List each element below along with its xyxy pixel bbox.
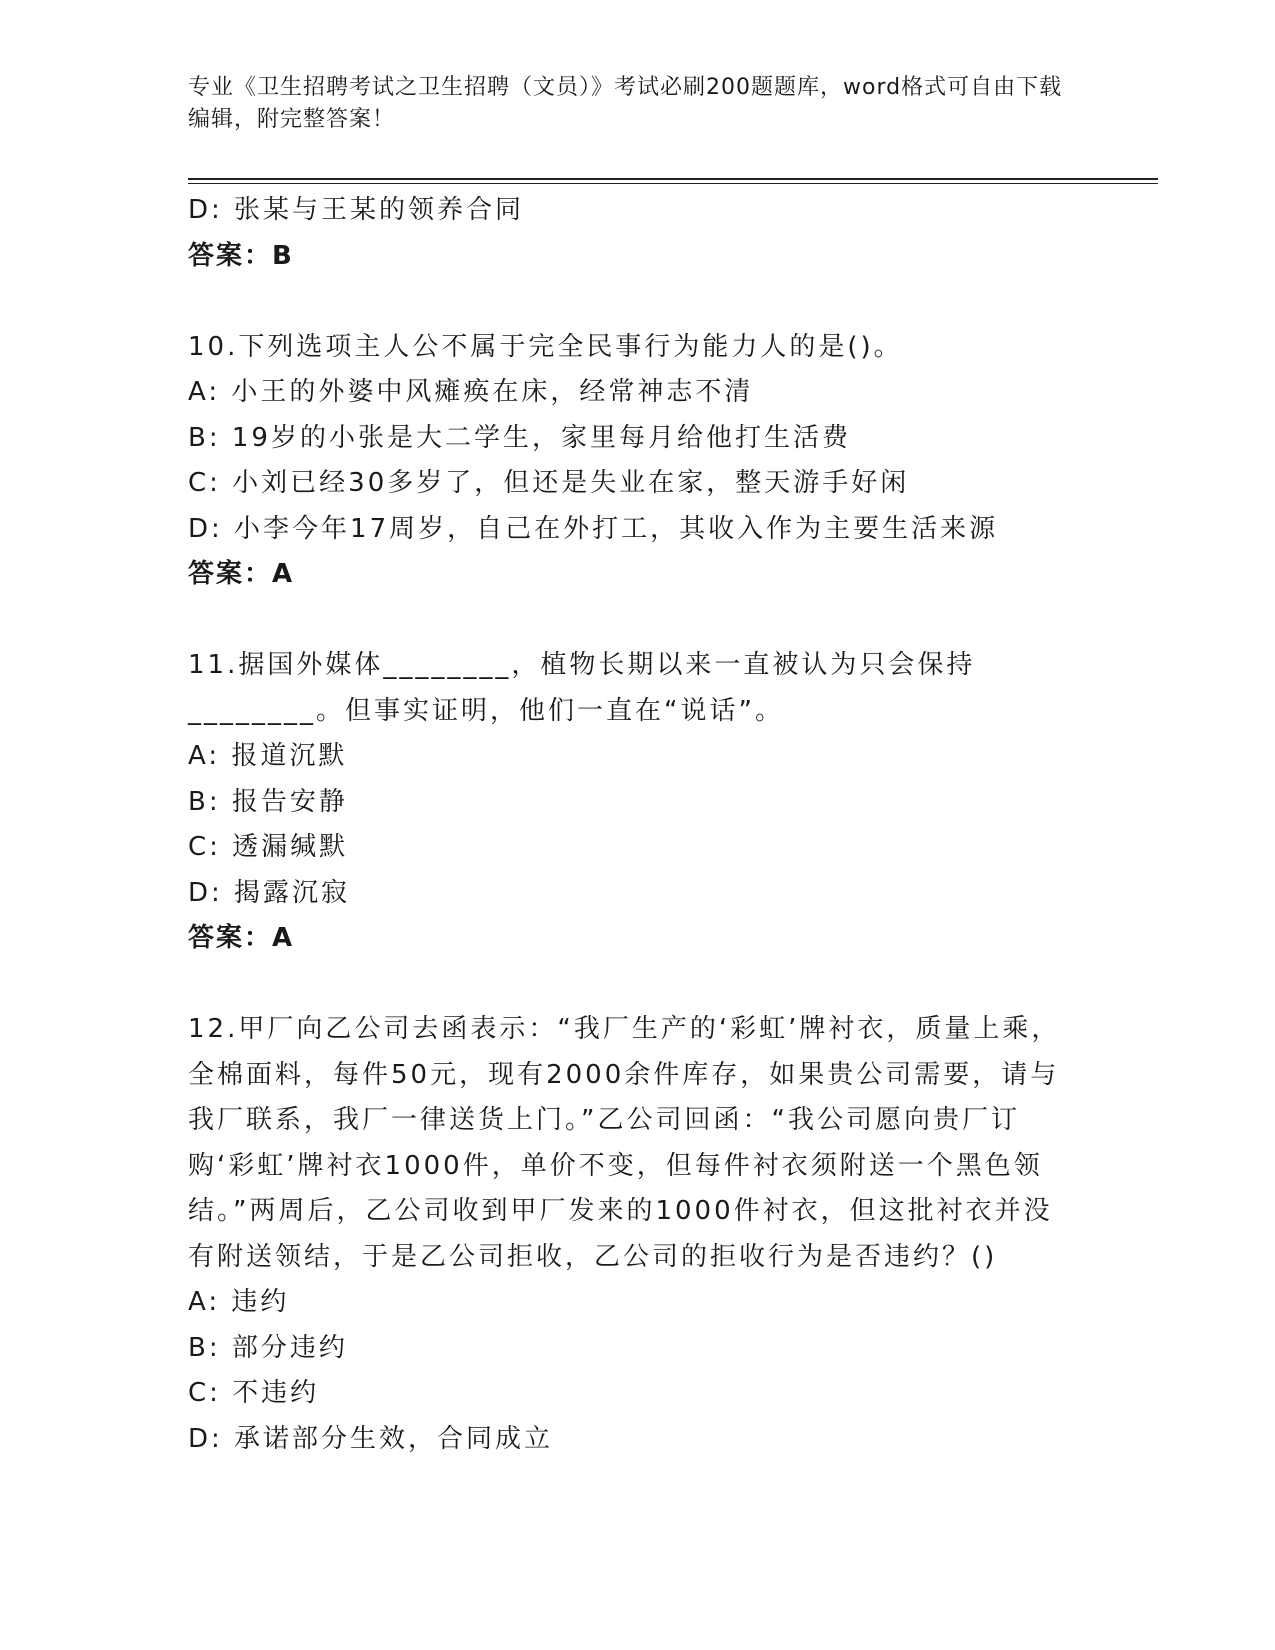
document-body bbox=[188, 188, 1088, 1462]
question-11-option-a: A: 报道沉默 bbox=[188, 741, 348, 771]
question-10-option-d: D: 小李今年17周岁，自己在外打工，其收入作为主要生活来源 bbox=[188, 513, 999, 544]
question-11-option-b: B: 报告安静 bbox=[188, 786, 348, 817]
question-12-option-b: B: 部分违约 bbox=[188, 1332, 348, 1363]
question-12-stem: 12.甲厂向乙公司去函表示：“我厂生产的‘彩虹’牌衬衣，质量上乘，全棉面料，每件50元，现有2000余件库存，如果贵公司需要，请与我厂联系，我厂一律送货上门。”乙公司回函：“我公司愿向贵厂订购‘彩虹’牌衬衣1000件，单价不变，但每件衬衣须附送一个黑色领结。”两周后，乙公司收到甲厂发来的1000件衬衣，但这批衬衣并没有附送领结，于是乙公司拒收，乙公司的拒收行为是否违约？() bbox=[188, 1014, 1061, 1272]
question-10-answer: 答案：A bbox=[188, 559, 295, 589]
question-10-stem: 10.下列选项主人公不属于完全民事行为能力人的是()。 bbox=[188, 331, 903, 362]
question-12-option-c: C: 不违约 bbox=[188, 1378, 320, 1408]
question-12 bbox=[188, 1007, 1088, 1462]
question-10-option-a: A: 小王的外婆中风瘫痪在床，经常神志不清 bbox=[188, 377, 754, 407]
header-rule bbox=[188, 178, 1158, 180]
question-11 bbox=[188, 643, 1088, 962]
prev-option-d: D: 张某与王某的领养合同 bbox=[188, 195, 525, 225]
question-10-option-b: B: 19岁的小张是大二学生，家里每月给他打生活费 bbox=[188, 422, 851, 453]
question-11-stem: 11.据国外媒体________，植物长期以来一直被认为只会保持________。但事实证明，他们一直在“说话”。 bbox=[188, 650, 976, 726]
question-10-option-c: C: 小刘已经30多岁了，但还是失业在家，整天游手好闲 bbox=[188, 468, 910, 498]
question-11-option-c: C: 透漏缄默 bbox=[188, 832, 349, 862]
question-12-option-a: A: 违约 bbox=[188, 1287, 290, 1317]
question-10 bbox=[188, 325, 1088, 598]
question-11-option-d: D: 揭露沉寂 bbox=[188, 877, 351, 908]
prev-answer: 答案：B bbox=[188, 240, 294, 271]
question-12-option-d: D: 承诺部分生效，合同成立 bbox=[188, 1423, 554, 1454]
header-rule-thin bbox=[188, 183, 1158, 184]
question-11-answer: 答案：A bbox=[188, 923, 295, 953]
document-header: 专业《卫生招聘考试之卫生招聘（文员）》考试必刷200题题库，word格式可自由下载编辑，附完整答案！ bbox=[188, 75, 1063, 132]
